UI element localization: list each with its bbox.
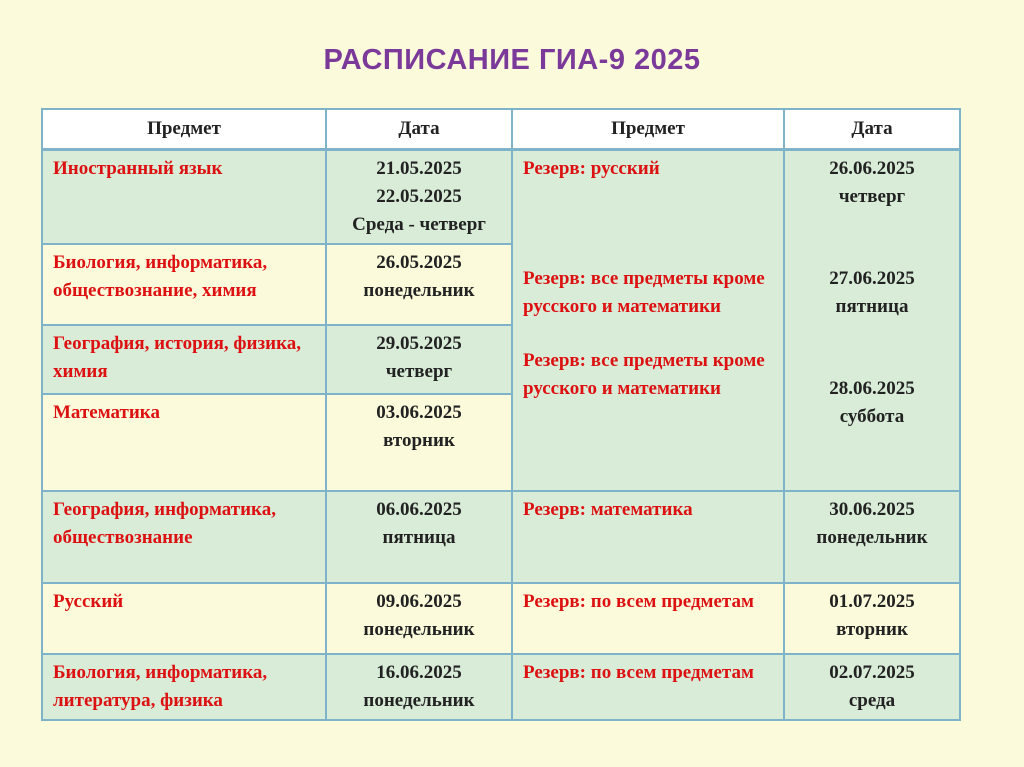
page-title: РАСПИСАНИЕ ГИА-9 2025 — [323, 44, 701, 76]
date-line: 01.07.2025 — [829, 591, 915, 612]
table-row — [42, 583, 960, 654]
schedule-table — [41, 108, 961, 721]
reserve-date: 26.06.2025 — [829, 158, 915, 179]
reserve-day: суббота — [839, 406, 905, 427]
reserve-date-cell — [784, 654, 960, 720]
reserve-subject-cell: Резерв: по всем предметам — [512, 583, 784, 654]
date-line: понедельник — [816, 527, 928, 548]
date-line: 02.07.2025 — [829, 662, 915, 683]
reserve-date-cell — [784, 491, 960, 583]
date-line: 16.06.2025 — [376, 662, 462, 683]
date-line: пятница — [382, 527, 456, 548]
reserve-day: пятница — [835, 296, 909, 317]
date-cell — [326, 325, 512, 394]
subject-cell: География, история, физика, химия — [42, 325, 326, 394]
date-cell — [326, 394, 512, 491]
header-subject-left: Предмет — [42, 109, 326, 150]
reserve-subject: Резерв: все предметы кроме русского и математики — [523, 268, 765, 317]
date-line: Среда - четверг — [352, 214, 486, 235]
subject-cell: География, информатика, обществознание — [42, 491, 326, 583]
date-line: понедельник — [363, 619, 475, 640]
reserve-date: 28.06.2025 — [829, 378, 915, 399]
date-line: четверг — [385, 361, 453, 382]
subject-cell: Биология, информатика, литература, физика — [42, 654, 326, 720]
date-cell — [326, 150, 512, 245]
date-line: понедельник — [363, 280, 475, 301]
date-line: 06.06.2025 — [376, 499, 462, 520]
reserve-subject-cell: Резерв: математика — [512, 491, 784, 583]
date-line: вторник — [836, 619, 908, 640]
date-line: среда — [848, 690, 896, 711]
reserve-subject: Резерв: все предметы кроме русского и математики — [523, 350, 765, 399]
date-line: вторник — [383, 430, 455, 451]
date-line: 26.05.2025 — [376, 252, 462, 273]
subject-cell: Биология, информатика, обществознание, химия — [42, 244, 326, 325]
subject-cell: Математика — [42, 394, 326, 491]
reserve-date: 27.06.2025 — [829, 268, 915, 289]
date-line: 03.06.2025 — [376, 402, 462, 423]
header-date-left: Дата — [326, 109, 512, 150]
table-row — [42, 491, 960, 583]
reserve-subjects-cell — [512, 150, 784, 492]
reserve-subject-cell: Резерв: по всем предметам — [512, 654, 784, 720]
table-row — [42, 150, 960, 245]
header-date-right: Дата — [784, 109, 960, 150]
date-line: 29.05.2025 — [376, 333, 462, 354]
date-line: 22.05.2025 — [376, 186, 462, 207]
date-cell — [326, 654, 512, 720]
table-row — [42, 654, 960, 720]
header-subject-right: Предмет — [512, 109, 784, 150]
subject-cell: Иностранный язык — [42, 150, 326, 245]
reserve-subject: Резерв: русский — [523, 158, 660, 179]
date-line: 09.06.2025 — [376, 591, 462, 612]
date-cell — [326, 491, 512, 583]
reserve-dates-cell — [784, 150, 960, 492]
subject-cell: Русский — [42, 583, 326, 654]
reserve-day: четверг — [838, 186, 906, 207]
date-line: 21.05.2025 — [376, 158, 462, 179]
date-cell — [326, 244, 512, 325]
header-row — [42, 109, 960, 150]
date-line: 30.06.2025 — [829, 499, 915, 520]
date-line: понедельник — [363, 690, 475, 711]
reserve-date-cell — [784, 583, 960, 654]
date-cell — [326, 583, 512, 654]
